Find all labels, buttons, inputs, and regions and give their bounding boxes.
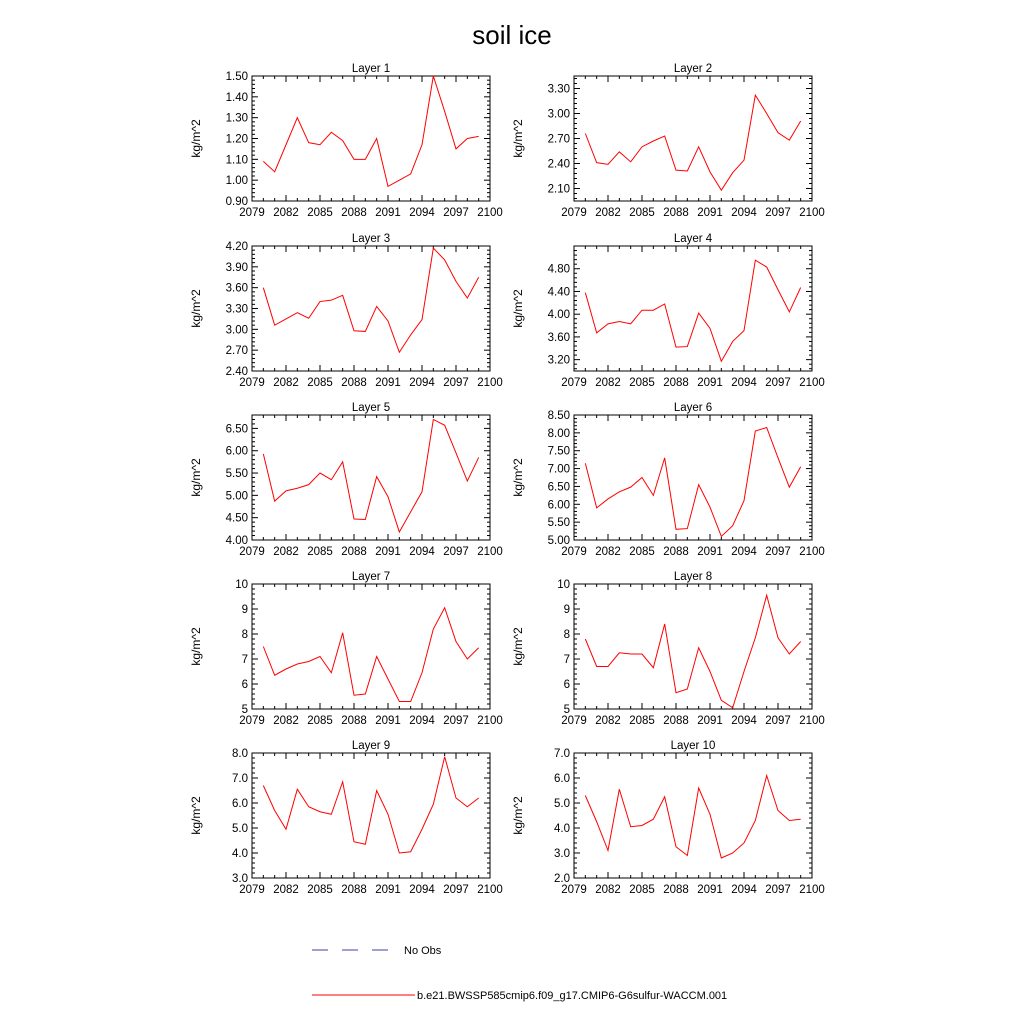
x-tick-label: 2094 [731,546,757,558]
y-tick-label: 6.00 [547,499,570,512]
x-tick-label: 2085 [307,377,333,389]
x-tick-label: 2097 [443,207,469,219]
y-tick-label: 9 [563,604,570,616]
x-tick-label: 2094 [731,715,757,727]
legend-label-no-obs: No Obs [404,945,442,957]
y-tick-label: 4.0 [554,823,570,835]
x-tick-label: 2100 [799,377,825,389]
series-line [585,776,800,859]
panel-title: Layer 6 [673,402,713,414]
x-tick-label: 2088 [663,377,689,389]
x-tick-label: 2094 [409,546,435,558]
x-tick-label: 2085 [629,715,655,727]
x-tick-label: 2085 [307,207,333,219]
y-tick-label: 2.70 [547,133,570,146]
panel-layer-5 [189,402,503,558]
y-tick-label: 4.50 [225,512,248,525]
panel-title: Layer 5 [351,402,391,414]
x-tick-label: 2088 [341,884,367,896]
x-tick-label: 2082 [595,207,621,219]
y-axis-label: kg/m^2 [511,289,525,328]
x-tick-label: 2085 [307,715,333,727]
x-tick-label: 2082 [273,207,299,219]
x-tick-label: 2082 [273,715,299,727]
y-tick-label: 3.30 [547,83,570,96]
x-tick-label: 2085 [629,377,655,389]
x-tick-label: 2085 [629,884,655,896]
series-line [263,76,478,186]
x-tick-label: 2079 [561,207,587,219]
y-tick-label: 3.20 [547,354,570,367]
series-line [263,248,478,352]
x-tick-label: 2082 [595,546,621,558]
y-tick-label: 8 [563,629,570,641]
x-tick-label: 2100 [477,715,503,727]
panel-title: Layer 3 [351,233,391,245]
x-tick-label: 2082 [595,377,621,389]
x-tick-label: 2100 [477,377,503,389]
y-tick-label: 3.00 [225,324,248,337]
x-tick-label: 2082 [595,715,621,727]
x-tick-label: 2079 [561,377,587,389]
legend [312,945,727,1002]
x-tick-label: 2088 [663,207,689,219]
y-tick-label: 10 [557,579,570,591]
x-tick-label: 2079 [239,377,265,389]
x-tick-label: 2091 [697,207,723,219]
y-tick-label: 4.20 [225,241,248,253]
y-tick-label: 3.30 [225,303,248,316]
y-tick-label: 4.40 [547,286,570,299]
plot-frame [574,584,812,709]
x-tick-label: 2085 [307,546,333,558]
x-tick-label: 2079 [239,546,265,558]
x-tick-label: 2088 [663,715,689,727]
y-tick-label: 7.0 [232,773,248,785]
x-tick-label: 2091 [697,715,723,727]
y-tick-label: 3.60 [225,282,248,295]
x-tick-label: 2094 [409,207,435,219]
y-tick-label: 7 [241,654,248,666]
panel-layer-4 [511,233,825,389]
x-tick-label: 2097 [765,377,791,389]
x-tick-label: 2094 [409,884,435,896]
y-axis-label: kg/m^2 [189,119,203,158]
y-tick-label: 8 [241,629,248,641]
y-axis-label: kg/m^2 [189,458,203,497]
x-tick-label: 2100 [477,884,503,896]
x-tick-label: 2100 [477,207,503,219]
x-tick-label: 2100 [799,884,825,896]
y-axis-label: kg/m^2 [189,289,203,328]
x-tick-label: 2091 [375,715,401,727]
y-tick-label: 5.0 [554,798,570,810]
y-axis-label: kg/m^2 [189,796,203,835]
y-tick-label: 8.00 [547,427,570,440]
series-line [263,608,478,702]
x-tick-label: 2097 [443,377,469,389]
y-tick-label: 2.70 [225,345,248,358]
y-tick-label: 3.0 [232,873,248,885]
y-tick-label: 6.00 [225,445,248,458]
x-tick-label: 2091 [697,546,723,558]
x-tick-label: 2088 [341,207,367,219]
x-tick-label: 2100 [799,715,825,727]
panel-layer-6 [511,402,825,558]
y-tick-label: 5.0 [232,823,248,835]
plot-frame [252,246,490,371]
y-tick-label: 2.40 [547,158,570,171]
y-tick-label: 3.00 [547,108,570,121]
x-tick-label: 2082 [273,546,299,558]
y-tick-label: 1.30 [225,112,248,125]
x-tick-label: 2091 [375,884,401,896]
series-line [263,419,478,532]
x-tick-label: 2085 [307,884,333,896]
x-tick-label: 2091 [697,377,723,389]
x-tick-label: 2079 [561,546,587,558]
y-tick-label: 5.50 [225,468,248,481]
panel-title: Layer 10 [670,740,716,752]
y-tick-label: 1.10 [225,154,248,167]
y-tick-label: 1.00 [225,175,248,188]
x-tick-label: 2088 [663,546,689,558]
x-tick-label: 2094 [409,377,435,389]
y-tick-label: 0.90 [225,196,248,208]
x-tick-label: 2079 [561,715,587,727]
series-line [263,757,478,853]
y-axis-label: kg/m^2 [189,627,203,666]
panel-title: Layer 1 [351,63,391,75]
y-tick-label: 7.00 [547,463,570,476]
panel-title: Layer 9 [351,740,391,752]
y-tick-label: 6.0 [554,773,570,785]
y-axis-label: kg/m^2 [511,119,525,158]
panel-layer-1 [189,63,503,219]
x-tick-label: 2097 [765,207,791,219]
x-tick-label: 2088 [341,377,367,389]
y-axis-label: kg/m^2 [511,796,525,835]
panel-layer-7 [189,571,503,727]
y-tick-label: 4.80 [547,263,570,276]
series-line [585,595,800,708]
y-tick-label: 8.50 [547,410,570,422]
y-tick-label: 4.00 [547,309,570,322]
figure-title: soil ice [472,20,552,50]
x-tick-label: 2079 [239,715,265,727]
y-tick-label: 5 [563,704,570,716]
series-line [585,260,800,361]
y-tick-label: 6 [241,679,248,691]
y-tick-label: 3.90 [225,261,248,274]
y-tick-label: 1.50 [225,71,248,83]
plot-frame [574,415,812,540]
x-tick-label: 2091 [375,546,401,558]
panel-layer-10 [511,740,825,896]
y-tick-label: 9 [241,604,248,616]
x-tick-label: 2079 [239,207,265,219]
x-tick-label: 2079 [561,884,587,896]
x-tick-label: 2091 [375,377,401,389]
y-tick-label: 2.10 [547,183,570,196]
y-tick-label: 8.0 [232,748,248,760]
series-line [585,428,800,537]
x-tick-label: 2097 [443,546,469,558]
y-tick-label: 1.40 [225,91,248,104]
x-tick-label: 2094 [731,884,757,896]
x-tick-label: 2091 [375,207,401,219]
y-tick-label: 5 [241,704,248,716]
x-tick-label: 2094 [409,715,435,727]
x-tick-label: 2091 [697,884,723,896]
x-tick-label: 2097 [765,884,791,896]
y-tick-label: 6.0 [232,798,248,810]
y-tick-label: 7.50 [547,445,570,458]
plot-frame [252,584,490,709]
y-tick-label: 7 [563,654,570,666]
x-tick-label: 2094 [731,207,757,219]
y-tick-label: 5.50 [547,517,570,530]
x-tick-label: 2079 [239,884,265,896]
plot-frame [252,76,490,201]
y-tick-label: 6.50 [225,423,248,436]
y-axis-label: kg/m^2 [511,627,525,666]
plot-frame [574,753,812,878]
x-tick-label: 2082 [273,377,299,389]
y-tick-label: 5.00 [547,535,570,547]
x-tick-label: 2085 [629,207,655,219]
y-tick-label: 4.0 [232,848,248,860]
y-tick-label: 10 [235,579,248,591]
x-tick-label: 2082 [273,884,299,896]
x-tick-label: 2088 [663,884,689,896]
x-tick-label: 2085 [629,546,655,558]
x-tick-label: 2094 [731,377,757,389]
panel-layer-2 [511,63,825,219]
panel-title: Layer 4 [673,233,713,245]
x-tick-label: 2097 [765,546,791,558]
x-tick-label: 2100 [799,546,825,558]
panel-title: Layer 2 [673,63,713,75]
panel-title: Layer 7 [351,571,391,583]
series-line [585,95,800,190]
y-tick-label: 1.20 [225,133,248,146]
y-tick-label: 5.00 [225,490,248,503]
x-tick-label: 2100 [799,207,825,219]
y-tick-label: 2.0 [554,873,570,885]
x-tick-label: 2082 [595,884,621,896]
panel-title: Layer 8 [673,571,713,583]
panel-layer-9 [189,740,503,896]
x-tick-label: 2100 [477,546,503,558]
x-tick-label: 2097 [443,884,469,896]
panel-layer-8 [511,571,825,727]
x-tick-label: 2088 [341,715,367,727]
panels [189,63,825,896]
y-tick-label: 7.0 [554,748,570,760]
plot-frame [574,246,812,371]
y-tick-label: 6 [563,679,570,691]
x-tick-label: 2097 [765,715,791,727]
y-tick-label: 3.60 [547,331,570,344]
y-tick-label: 3.0 [554,848,570,860]
plot-frame [252,415,490,540]
y-tick-label: 2.40 [225,366,248,378]
legend-label-model: b.e21.BWSSP585cmip6.f09_g17.CMIP6-G6sulfur-WACCM.001 [417,990,728,1002]
panel-layer-3 [189,233,503,389]
x-tick-label: 2097 [443,715,469,727]
plot-frame [574,76,812,201]
x-tick-label: 2088 [341,546,367,558]
y-axis-label: kg/m^2 [511,458,525,497]
y-tick-label: 6.50 [547,481,570,494]
y-tick-label: 4.00 [225,535,248,547]
